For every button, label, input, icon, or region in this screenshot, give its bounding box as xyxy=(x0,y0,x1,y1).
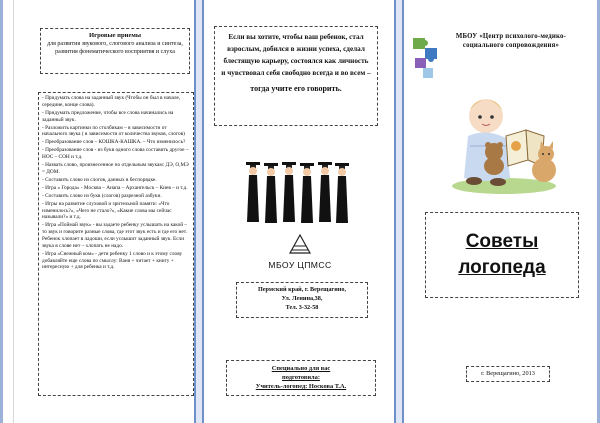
city-year-footer: г. Верещагино, 2013 xyxy=(466,366,550,382)
list-item: - Игра « Города» - Москва – Анапа – Архангельск – Киев – и т.д. xyxy=(42,184,188,191)
list-item: - Игры на развитие слуховой и зрительной памяти: «Что изменилось?», «Чего не стало?», «Какие слова мы сейчас называли?» и т.д. xyxy=(42,200,172,221)
org-logo-icon xyxy=(289,234,311,254)
motivation-quote-end: тогда учите его говорить. xyxy=(250,84,342,93)
graduate-figures xyxy=(246,162,349,223)
games-list xyxy=(38,92,194,396)
games-heading-box xyxy=(40,28,190,74)
author-line: Специально для вас xyxy=(271,365,331,372)
list-item: - Назвать слово, произнесенное по отдельным звукам: ДЭ, О,МЭ = ДОМ. xyxy=(42,162,189,175)
puzzle-pieces-icon xyxy=(409,36,445,80)
author-box xyxy=(226,360,376,396)
graduates-illustration xyxy=(242,160,352,228)
address-line: Ул. Ленина,38, xyxy=(281,295,323,302)
address-box xyxy=(236,282,368,318)
list-item: - Составить слово из букв (слогов) разрезной азбуки. xyxy=(42,192,162,199)
list-item: - Преобразование слов - из букв одного слова составить другое – НОС – СОН и т.д. xyxy=(42,147,189,161)
margin-rule xyxy=(13,0,14,423)
author-name: Учитель-логопед: Носкова Т.А. xyxy=(255,383,347,390)
list-item: - Преобразование слов – КОШКА-КАШКА. – Что изменилось? xyxy=(42,139,186,146)
child-with-book-illustration xyxy=(448,86,560,196)
list-item: - Придумать предложение, чтобы все слова начинались на заданный звук. xyxy=(42,109,174,123)
motivation-quote: Если вы хотите, чтобы ваш ребенок, стал взрослым, добился в жизни успеха, сделал блестящую карьеру, состоялся как личность и чувствовал себя свободно всегда и во всем – xyxy=(221,33,371,77)
list-item: - Разложить картинки по столбикам – в зависимости от начального звука ( в зависимости от количества звуков, слогов) xyxy=(42,124,185,138)
list-item: - Составить слово из слогов, данных в беспорядке. xyxy=(42,176,157,183)
brochure-title-line2: логопеда xyxy=(458,257,546,278)
org-short-name: МБОУ ЦПМСС xyxy=(268,260,332,270)
left-page-edge xyxy=(0,0,3,423)
fold-line-2 xyxy=(394,0,404,423)
author-line: подготовила: xyxy=(282,374,320,381)
org-full-name: МБОУ «Центр психолого-медико-социального сопровождения» xyxy=(455,33,567,49)
brochure-title-box xyxy=(425,212,579,298)
org-logo-block xyxy=(258,234,342,274)
games-heading-text: для развития звукового, слогового анализа и синтеза, развития фонематического восприятия и слуха xyxy=(47,41,183,55)
phone-line: Тел. 3-32-58 xyxy=(285,304,319,311)
fold-line-1 xyxy=(194,0,204,423)
games-heading-title: Игровые приемы xyxy=(88,32,142,39)
address-line: Пермский край, г. Верещагино, xyxy=(257,286,347,293)
list-item: - Придумать слова на заданный звук (Чтобы он был в начале, середине, конце слова). xyxy=(42,95,181,108)
motivation-quote-box xyxy=(214,26,378,126)
list-item: - Игра «Снежный ком» - дети ребенку 1 слово и к этому слову добавляйте еще слова по смыслу: Ваня + читает + книгу + интересную + для ребенка и т.д. xyxy=(42,250,183,271)
brochure-title-line1: Советы xyxy=(465,231,539,252)
list-item: - Игра «Поймай звук» - вы задаете ребенку услышать на какой – то звук и говорите разные слова, где этот звук есть и где его нет. Ребенок хлопает в ладоши, если услышит заданный звук. Если звука в слове нет – хлопать не надо. xyxy=(42,222,188,249)
